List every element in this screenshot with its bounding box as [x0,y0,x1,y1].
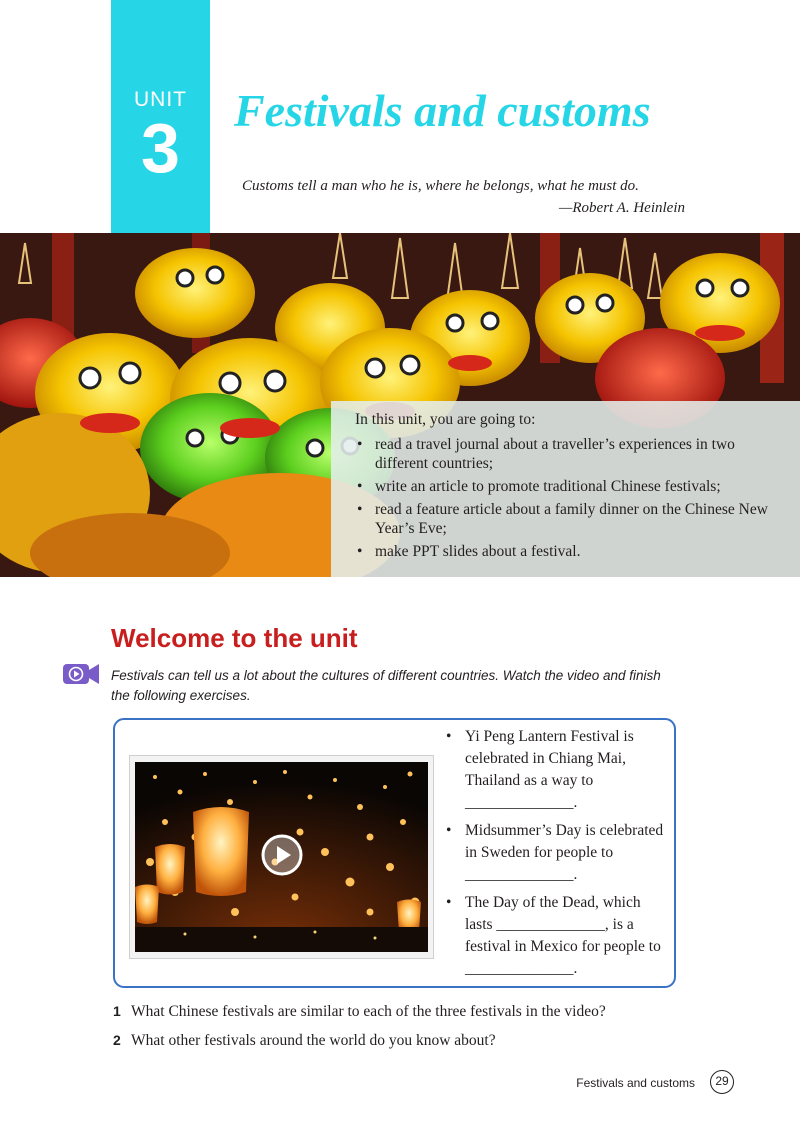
exercise-item: • Yi Peng Lantern Festival is celebrated in Chiang Mai, Thailand as a way to ______________. [446,726,666,814]
goal-item: • write an article to promote traditional Chinese festivals; [355,477,775,496]
discussion-questions [113,1001,606,1059]
unit-goals-box [331,401,800,577]
goal-item: • read a travel journal about a traveller’s experiences in two different countries; [355,435,775,473]
question-text: What other festivals around the world do you know about? [131,1032,496,1049]
video-thumbnail[interactable] [130,756,433,958]
page-number: 29 [710,1070,734,1094]
goal-item: • make PPT slides about a festival. [355,542,775,561]
goals-intro: In this unit, you are going to: [355,411,536,428]
exercise-bullets [446,726,666,986]
goal-item: • read a feature article about a family dinner on the Chinese New Year’s Eve; [355,500,775,538]
exercise-item: • Midsummer’s Day is celebrated in Sweden for people to ______________. [446,820,666,886]
question-item [113,1001,606,1022]
unit-label: UNIT [134,88,187,111]
epigraph-quote: Customs tell a man who he is, where he belongs, what he must do. [242,178,639,194]
unit-title: Festivals and customs [234,85,651,136]
unit-number: 3 [141,109,180,187]
exercise-item: • The Day of the Dead, which lasts ______________, is a festival in Mexico for people to ______________. [446,892,666,980]
question-number: 1 [113,1003,121,1019]
unit-tab [111,0,210,233]
question-item [113,1030,606,1051]
video-instruction: Festivals can tell us a lot about the cultures of different countries. Watch the video and finish the following exercises. [111,668,661,703]
video-camera-icon[interactable] [62,661,100,691]
question-text: What Chinese festivals are similar to each of the three festivals in the video? [131,1003,606,1020]
goals-list [355,435,775,565]
question-number: 2 [113,1032,121,1048]
footer-section-title: Festivals and customs [576,1076,695,1090]
welcome-heading: Welcome to the unit [111,623,358,653]
epigraph-author: —Robert A. Heinlein [559,200,685,216]
play-icon[interactable] [260,833,304,877]
